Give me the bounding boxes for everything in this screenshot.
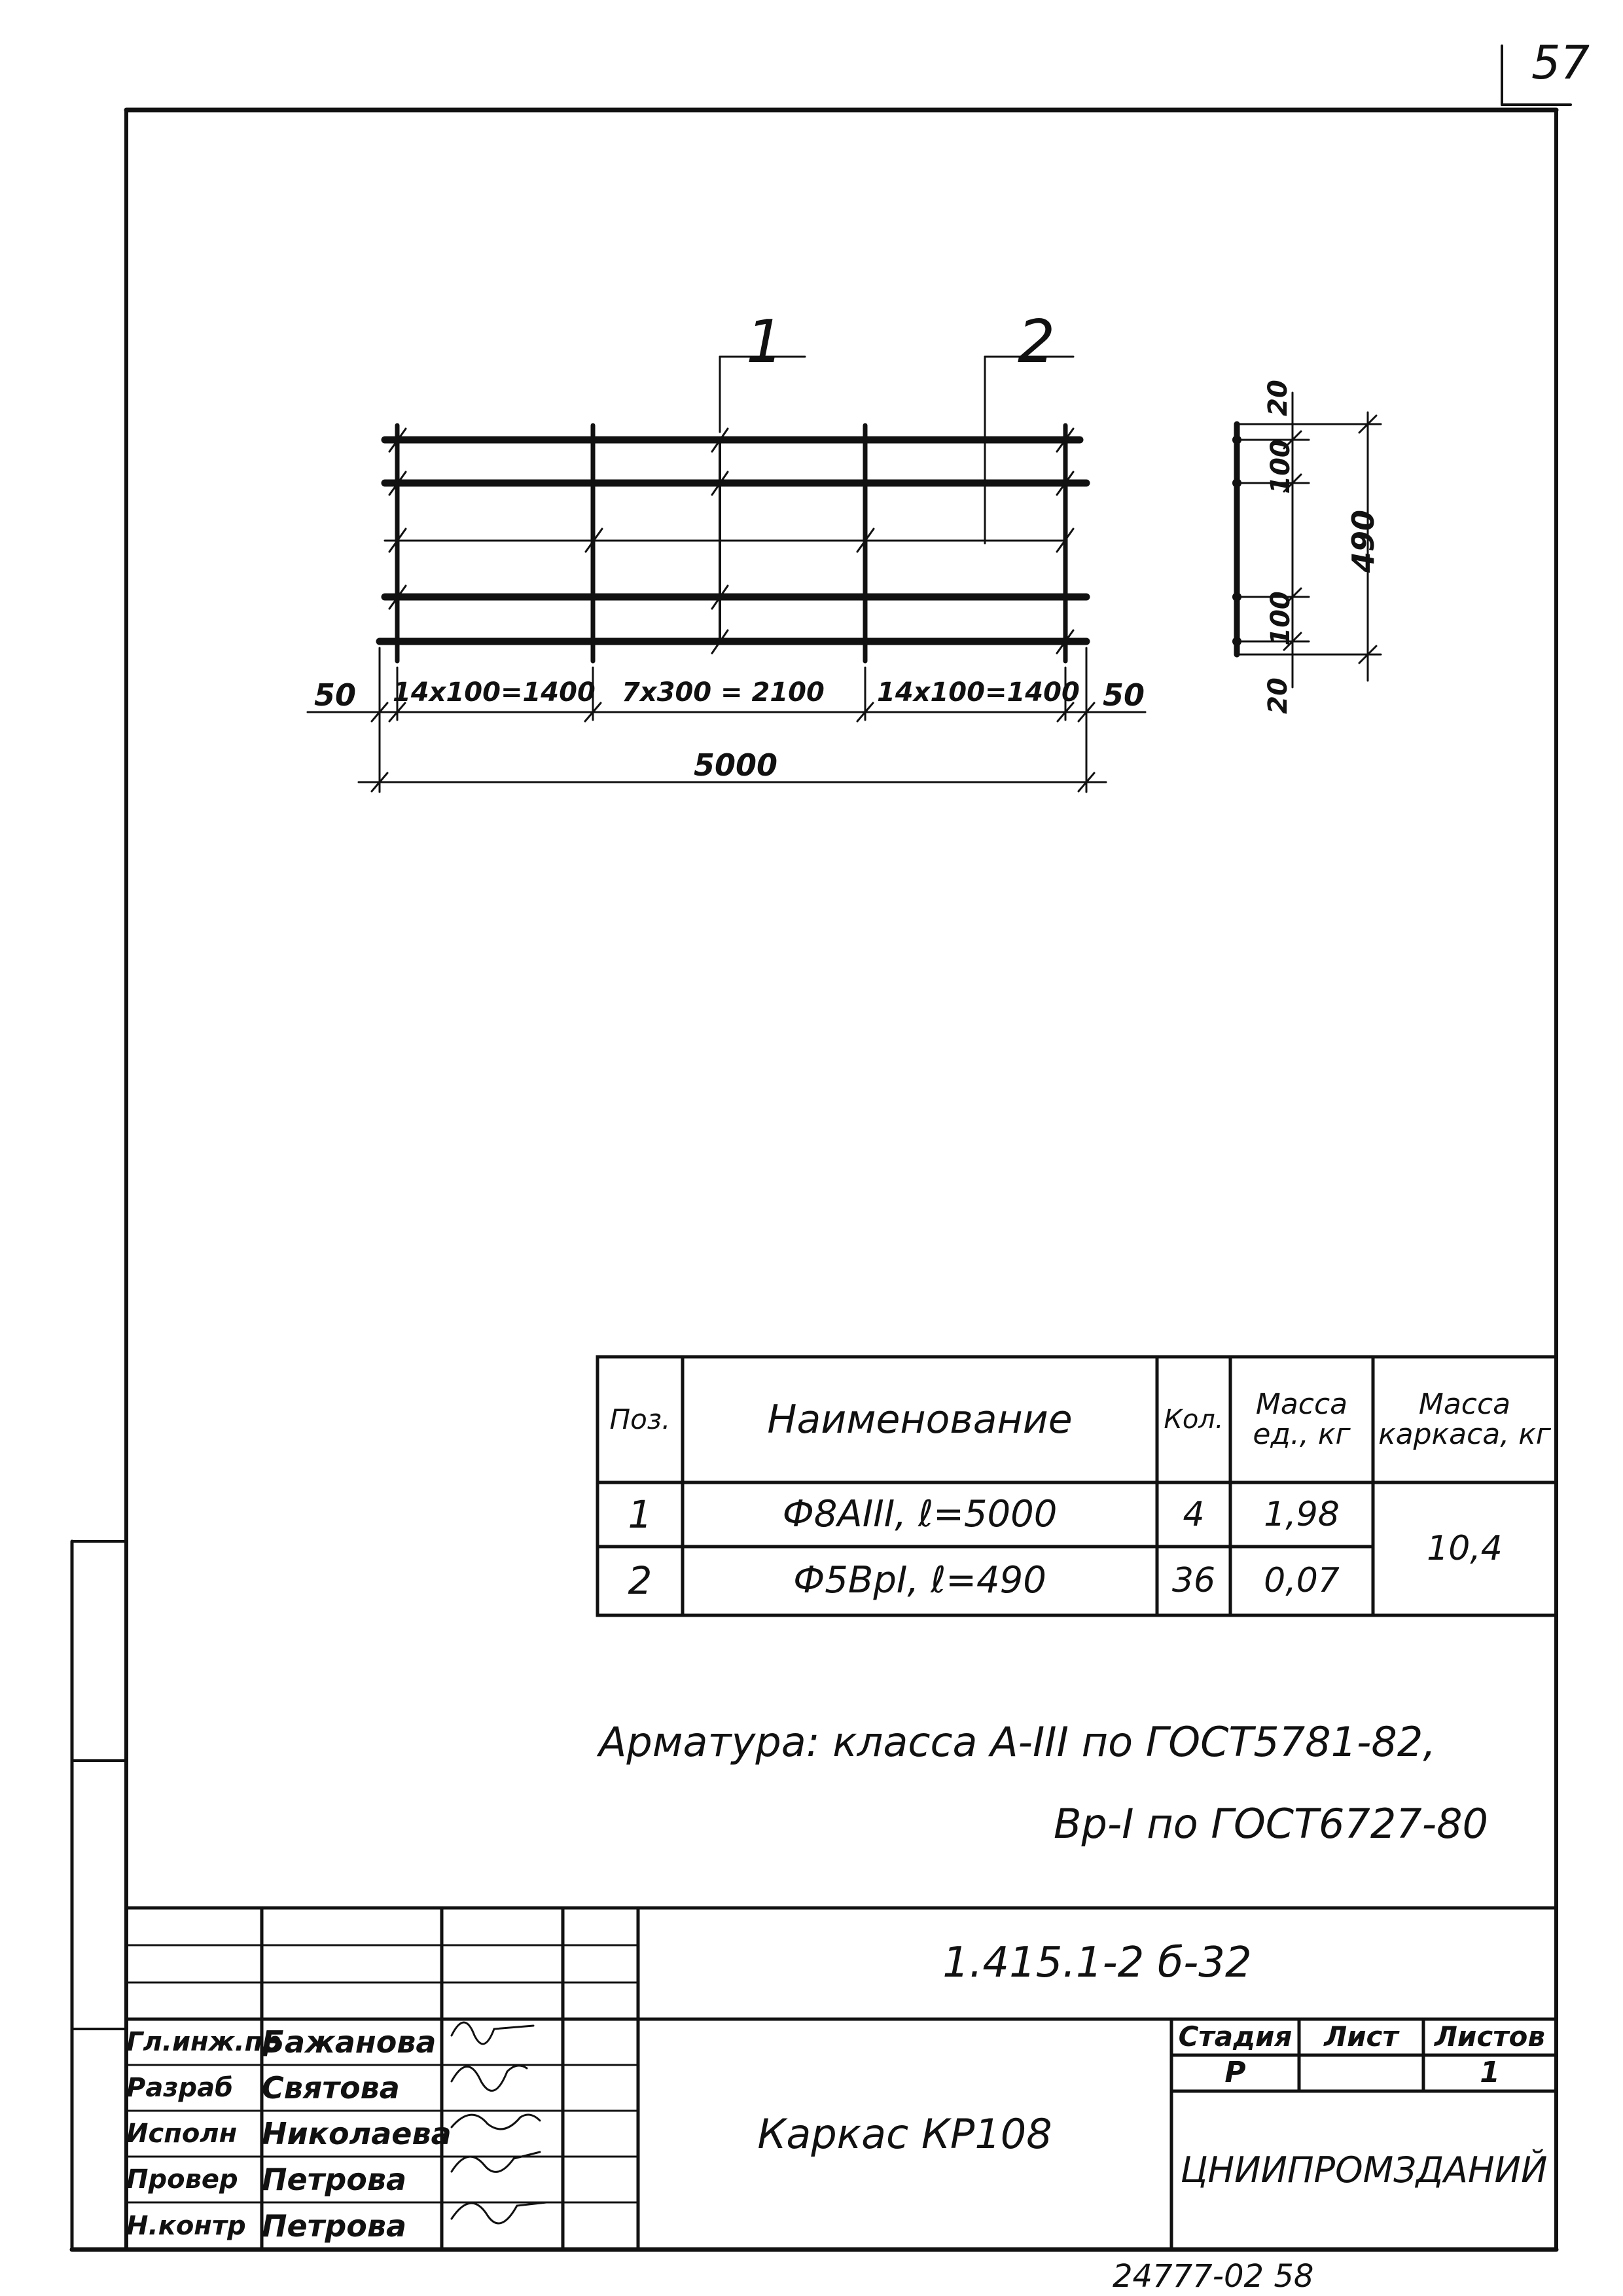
signature-scribble (452, 2066, 527, 2090)
document-code: 1.415.1-2 б-32 (942, 1939, 1252, 1988)
role-developer: Разраб (126, 2073, 234, 2103)
sheet-value (1299, 2055, 1423, 2091)
note-line-1: Арматура: класса А-III по ГОСТ5781-82, (599, 1718, 1436, 1766)
spec-header-unit-mass: Масса ед., кг (1253, 1387, 1351, 1451)
signature-scribble (452, 2115, 540, 2129)
stage-header: Стадия (1178, 2020, 1293, 2053)
note-line-2: Вр-I по ГОСТ6727-80 (1054, 1800, 1488, 1848)
spec-row-2-name: Ф5ВрI, ℓ=490 (793, 1559, 1046, 1602)
spec-row-1-qty: 4 (1183, 1494, 1205, 1534)
dimension-left-span: 14x100=1400 (393, 677, 596, 708)
spec-header-frame-mass: Масса каркаса, кг (1378, 1387, 1551, 1451)
role-chief-engineer: Гл.инж.пр (126, 2027, 281, 2057)
position-label-1: 1 (746, 308, 784, 376)
name-chief-engineer: Бажанова (262, 2024, 437, 2060)
organization: ЦНИИПРОМЗДАНИЙ (1180, 2149, 1548, 2191)
signature-scribble (452, 2022, 533, 2044)
section-dimension-top: 20 (1262, 380, 1293, 416)
spec-row-2-qty: 36 (1171, 1561, 1216, 1601)
name-developer: Святова (262, 2070, 400, 2106)
spec-row-1-unit-mass: 1,98 (1264, 1494, 1340, 1534)
section-dimension-bottom: 20 (1262, 677, 1293, 714)
spec-row-1-pos: 1 (628, 1492, 652, 1537)
spec-header-qty: Кол. (1164, 1405, 1224, 1435)
dimension-left-end: 50 (314, 677, 357, 713)
spec-header-pos: Поз. (609, 1403, 671, 1435)
section-dimension-lower: 100 (1265, 591, 1296, 646)
dimension-middle-span: 7x300 = 2100 (622, 677, 825, 708)
dimension-right-end: 50 (1103, 677, 1145, 713)
position-label-2: 2 (1018, 308, 1056, 376)
section-dimension-upper: 100 (1265, 439, 1296, 494)
spec-header-name: Наименование (767, 1396, 1073, 1443)
role-checker: Провер (126, 2164, 238, 2195)
name-norm-control: Петрова (262, 2208, 407, 2244)
spec-row-1-name: Ф8АIII, ℓ=5000 (782, 1492, 1058, 1535)
sheet-header: Лист (1324, 2020, 1399, 2053)
role-executor: Исполн (126, 2119, 238, 2149)
stage-value: Р (1224, 2056, 1246, 2090)
signatures (452, 2022, 546, 2223)
spec-row-2-pos: 2 (628, 1558, 652, 1604)
footer-code: 24777-02 58 (1113, 2258, 1314, 2295)
signature-scribble (452, 2202, 546, 2223)
signature-scribble (452, 2152, 540, 2172)
dimension-right-span: 14x100=1400 (877, 677, 1080, 708)
dimension-total: 5000 (694, 747, 778, 783)
role-norm-control: Н.контр (126, 2211, 246, 2241)
sheets-value: 1 (1480, 2056, 1500, 2090)
drawing-title: Каркас КР108 (757, 2110, 1052, 2159)
section-dimension-total: 490 (1346, 509, 1382, 573)
spec-row-2-unit-mass: 0,07 (1264, 1561, 1340, 1601)
name-executor: Николаева (262, 2115, 452, 2151)
page-number: 57 (1531, 36, 1590, 90)
sheets-header: Листов (1435, 2020, 1545, 2053)
spec-frame-mass: 10,4 (1427, 1529, 1503, 1569)
name-checker: Петрова (262, 2161, 407, 2197)
